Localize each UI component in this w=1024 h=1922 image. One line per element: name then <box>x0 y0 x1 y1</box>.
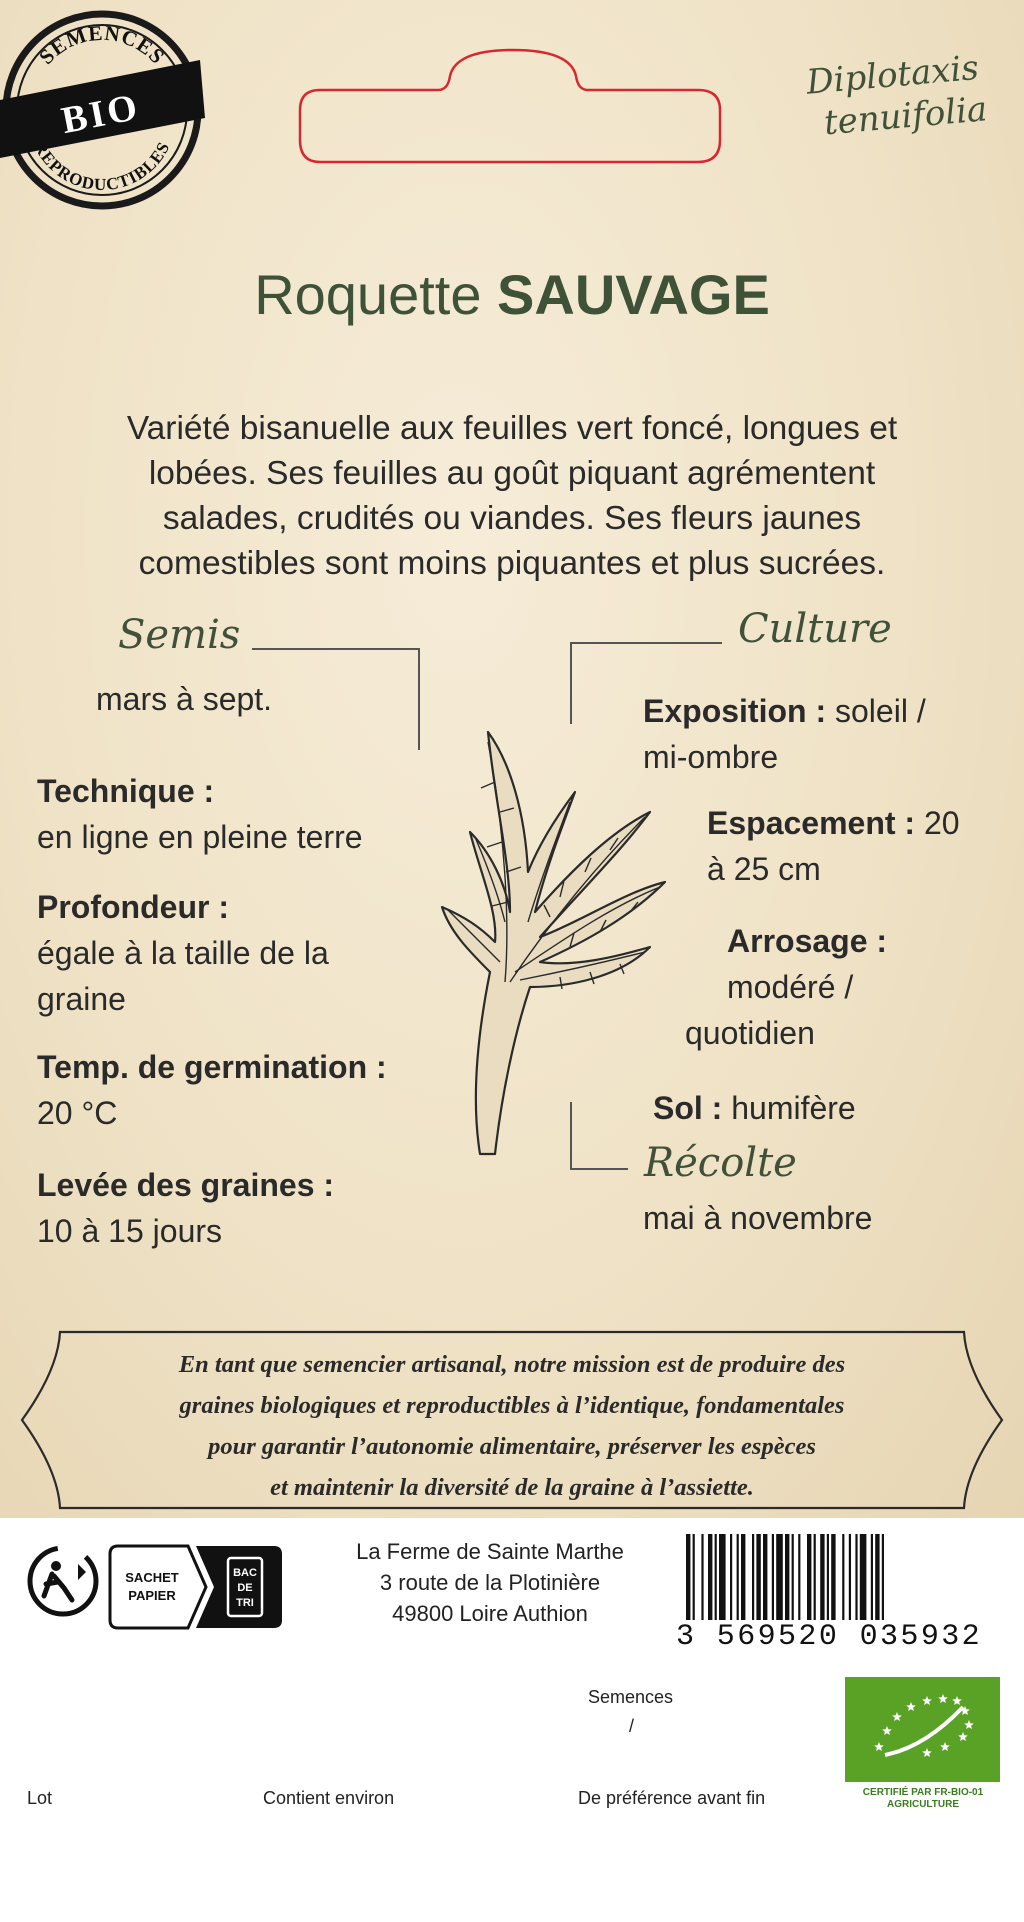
description <box>40 406 984 586</box>
title-bold: SAUVAGE <box>497 263 770 326</box>
barcode-bar <box>807 1534 811 1624</box>
latin-name-species: tenuifolia <box>822 89 989 144</box>
barcode-bar <box>737 1534 739 1624</box>
culture-line-v <box>570 642 572 724</box>
barcode-bar <box>849 1534 851 1624</box>
sachet-papier-badge <box>108 1544 284 1630</box>
culture-heading: Culture <box>738 606 892 652</box>
barcode-number: 3 569520 035932 <box>676 1620 1006 1654</box>
lot-label: Lot <box>27 1788 53 1808</box>
espacement-value: 20 <box>923 805 960 841</box>
exposition-label: Exposition : <box>643 693 827 729</box>
producer-address <box>310 1536 670 1629</box>
arrosage-value: modéré / <box>727 969 854 1005</box>
barcode-bar <box>686 1534 690 1624</box>
barcode-bar <box>831 1534 835 1624</box>
mission-line: En tant que semencier artisanal, notre mission est de produire des <box>178 1351 846 1378</box>
barcode-bar <box>882 1534 884 1624</box>
barcode-bar <box>730 1534 732 1624</box>
barcode-bar <box>875 1534 879 1624</box>
semis-heading: Semis <box>118 612 241 658</box>
mission-line: pour garantir l’autonomie alimentaire, préserver les espèces <box>208 1433 816 1460</box>
exposition-value: mi-ombre <box>643 739 779 775</box>
barcode-bar <box>820 1534 824 1624</box>
sol-value: humifère <box>731 1090 856 1126</box>
description-line: comestibles sont moins piquantes et plus sucrées. <box>138 545 886 582</box>
culture-line-h <box>570 642 722 644</box>
sol-label: Sol : <box>653 1090 723 1126</box>
papier-label: PAPIER <box>128 1588 176 1603</box>
description-line: lobées. Ses feuilles au goût piquant agrémentent <box>148 455 876 492</box>
recolte-value: mai à novembre <box>643 1200 873 1236</box>
exposition-value: soleil / <box>835 693 926 729</box>
product-title <box>0 262 1024 327</box>
espacement-label: Espacement : <box>707 805 916 841</box>
barcode-bar <box>752 1534 754 1624</box>
profondeur-label: Profondeur : <box>37 889 229 925</box>
barcode-bar <box>855 1534 857 1624</box>
hang-hole <box>298 48 728 168</box>
stamp-center-text: BIO <box>58 85 144 143</box>
mission-line: et maintenir la diversité de la graine à l’assiette. <box>270 1474 754 1501</box>
description-line: Variété bisanuelle aux feuilles vert foncé, longues et <box>126 410 898 447</box>
barcode-bar <box>756 1534 760 1624</box>
espacement-value: à 25 cm <box>707 851 821 887</box>
eu-organic-logo <box>845 1677 1000 1782</box>
preference-label: De préférence avant fin <box>578 1788 766 1808</box>
arrosage-block <box>685 918 887 1056</box>
barcode-bar <box>827 1534 829 1624</box>
mission-statement <box>60 1344 964 1508</box>
barcode-bar <box>814 1534 816 1624</box>
barcode-bar <box>693 1534 695 1624</box>
germination-value: 20 °C <box>37 1095 118 1131</box>
semis-line-h <box>252 648 420 650</box>
barcode-bar <box>701 1534 703 1624</box>
germination-label: Temp. de germination : <box>37 1049 387 1085</box>
stamp-top-text: SEMENCES <box>34 20 170 69</box>
technique-block <box>37 768 363 860</box>
barcode-bar <box>715 1534 717 1624</box>
latin-name-genus: Diplotaxis <box>804 47 981 103</box>
levee-value: 10 à 15 jours <box>37 1213 223 1249</box>
latin-name <box>805 46 989 145</box>
espacement-block <box>707 800 960 892</box>
barcode-bar <box>741 1534 745 1624</box>
description-line: salades, crudités ou viandes. Ses fleurs jaunes <box>162 500 862 537</box>
barcode-bar <box>792 1534 794 1624</box>
barcode-bar <box>860 1534 867 1624</box>
technique-label: Technique : <box>37 773 215 809</box>
barcode-bar <box>772 1534 774 1624</box>
germination-block <box>37 1044 387 1136</box>
address-line: La Ferme de Sainte Marthe <box>356 1539 624 1564</box>
barcode-bar <box>776 1534 783 1624</box>
bio-stamp <box>0 8 205 213</box>
stamp-bottom-text: REPRODUCTIBLES <box>30 138 174 195</box>
de-label: DE <box>237 1582 253 1594</box>
levee-block <box>37 1162 334 1254</box>
semences-label: Semences <box>588 1687 674 1707</box>
eu-logo-caption <box>838 1787 1008 1811</box>
eu-caption-line2: AGRICULTURE <box>886 1799 960 1810</box>
profondeur-block <box>37 884 329 1022</box>
arugula-leaf-illustration <box>410 722 710 1162</box>
barcode-bar <box>719 1534 726 1624</box>
barcode-bar <box>842 1534 844 1624</box>
title-regular: Roquette <box>254 263 482 326</box>
barcode-bar <box>785 1534 789 1624</box>
bac-label: BAC <box>233 1567 257 1579</box>
profondeur-value: égale à la taille de la <box>37 935 329 971</box>
barcode-bar <box>871 1534 873 1624</box>
sachet-label: SACHET <box>125 1570 179 1585</box>
levee-label: Levée des graines : <box>37 1167 335 1203</box>
arrosage-label: Arrosage : <box>727 923 888 959</box>
address-line: 49800 Loire Authion <box>392 1601 588 1626</box>
technique-value: en ligne en pleine terre <box>37 819 363 855</box>
mission-line: graines biologiques et reproductibles à l’identique, fondamentales <box>179 1392 845 1419</box>
arrosage-value: quotidien <box>685 1015 815 1051</box>
barcode-bar <box>763 1534 767 1624</box>
barcode-bar <box>708 1534 712 1624</box>
eu-caption-line1: CERTIFIÉ PAR FR-BIO-01 <box>862 1787 984 1798</box>
semis-value: mars à sept. <box>96 681 273 717</box>
tri-label: TRI <box>236 1597 254 1609</box>
recolte-line-h <box>570 1168 628 1170</box>
contient-label: Contient environ <box>263 1788 395 1808</box>
address-line: 3 route de la Plotinière <box>379 1570 601 1595</box>
semences-slash: / <box>629 1716 635 1736</box>
triman-recycling-icon <box>26 1544 100 1618</box>
profondeur-value: graine <box>37 981 126 1017</box>
barcode-bar <box>798 1534 800 1624</box>
recolte-heading: Récolte <box>644 1140 797 1186</box>
